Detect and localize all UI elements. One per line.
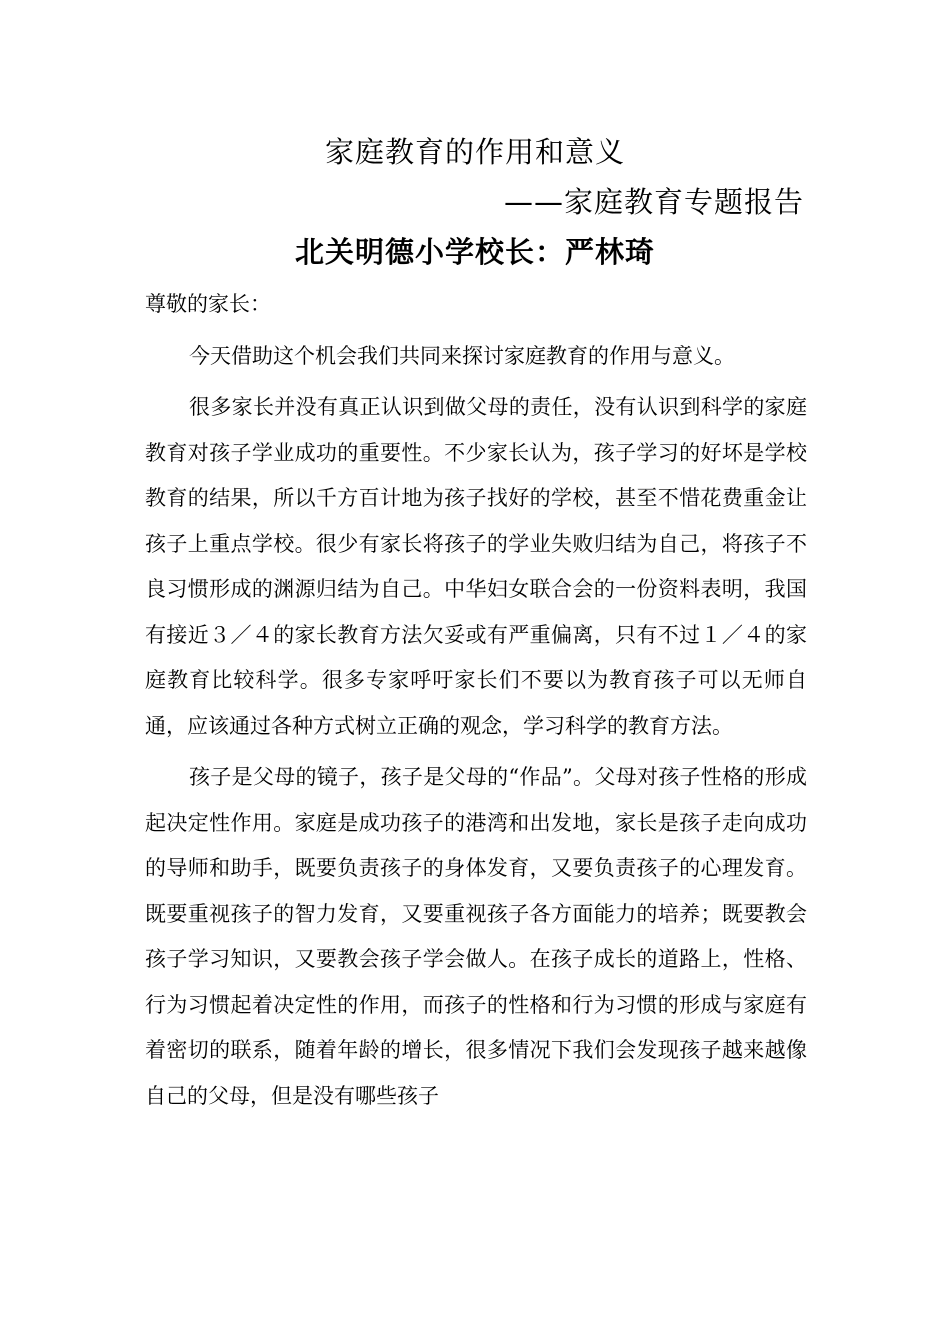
document-body	[145, 282, 807, 1119]
salutation: 尊敬的家长：	[145, 292, 271, 316]
document-author: 北关明德小学校长：严林琦	[294, 235, 655, 269]
paragraph-intro: 今天借助这个机会我们共同来探讨家庭教育的作用与意义。	[189, 343, 735, 368]
document-subtitle: ——家庭教育专题报告	[503, 185, 804, 219]
document-title: 家庭教育的作用和意义	[324, 135, 625, 169]
paragraph-responsibility: 很多家长并没有真正认识到做父母的责任，没有认识到科学的家庭教育对孩子学业成功的重要性。不少家长认为，孩子学习的好坏是学校教育的结果，所以千方百计地为孩子找好的学校，甚至不惜花费重金让孩子上重点学校。很少有家长将孩子的学业失败归结为自己，将孩子不良习惯形成的渊源归结为自己。中华妇女联合会的一份资料表明，我国有接近３／４的家长教育方法欠妥或有严重偏离，只有不过１／４的家庭教育比较科学。很多专家呼吁家长们不要以为教育孩子可以无师自通，应该通过各种方式树立正确的观念，学习科学的教育方法。	[145, 395, 807, 738]
paragraph-mirror: 孩子是父母的镜子，孩子是父母的“作品”。父母对孩子性格的形成起决定性作用。家庭是成功孩子的港湾和出发地，家长是孩子走向成功的导师和助手，既要负责孩子的身体发育，又要负责孩子的心理发育。既要重视孩子的智力发育，又要重视孩子各方面能力的培养；既要教会孩子学习知识，又要教会孩子学会做人。在孩子成长的道路上，性格、行为习惯起着决定性的作用，而孩子的性格和行为习惯的形成与家庭有着密切的联系，随着年龄的增长，很多情况下我们会发现孩子越来越像自己的父母，但是没有哪些孩子	[145, 765, 807, 1108]
